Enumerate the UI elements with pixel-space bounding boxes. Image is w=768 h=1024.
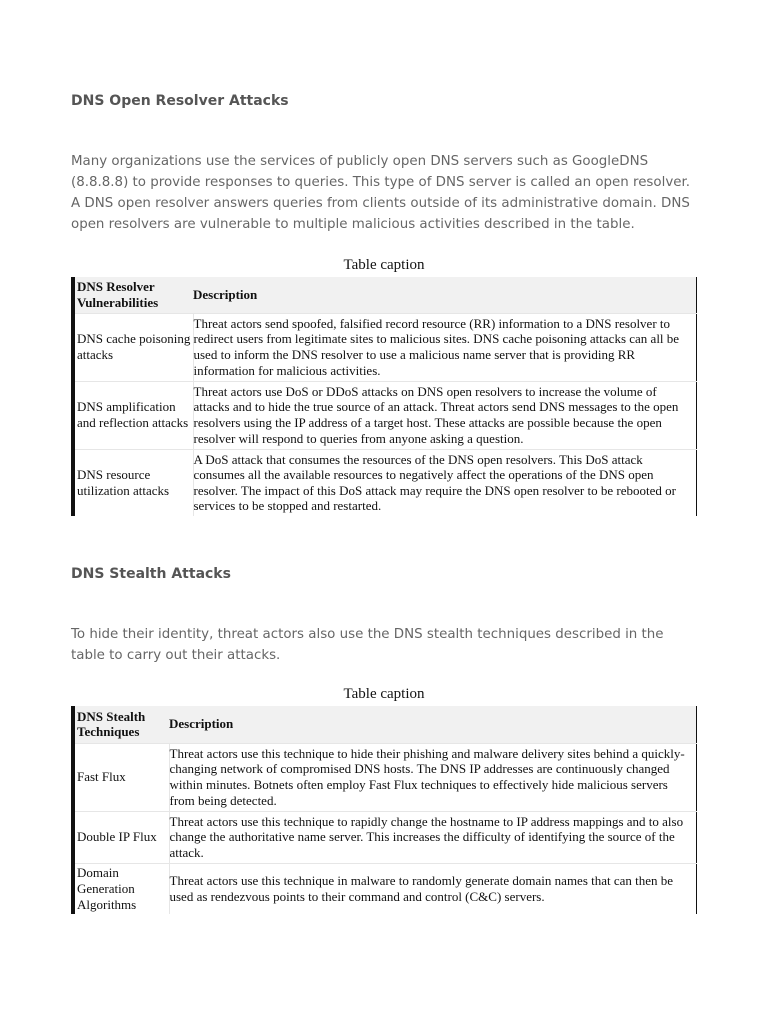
resolver-vulnerabilities-table — [71, 277, 697, 516]
table-row — [73, 811, 697, 863]
technique-description: Threat actors use this technique to hide their phishing and malware delivery sites behind a quickly-changing network of compromised DNS hosts. The DNS IP addresses are continuously changed within minutes. Botnets often employ Fast Flux techniques to effectively hide malicious servers from being detected. — [169, 743, 697, 811]
vulnerability-description: Threat actors send spoofed, falsified record resource (RR) information to a DNS resolver to redirect users from legitimate sites to malicious sites. DNS cache poisoning attacks can all be used to inform the DNS resolver to use a malicious name server that is providing RR information for malicious activities. — [193, 313, 697, 381]
table-caption: Table caption — [343, 686, 425, 702]
technique-name: Domain Generation Algorithms — [73, 863, 169, 914]
vulnerability-name: DNS cache poisoning attacks — [73, 313, 193, 381]
vulnerability-name: DNS amplification and reflection attacks — [73, 381, 193, 449]
table-caption: Table caption — [343, 257, 425, 273]
table-row — [73, 381, 697, 449]
table-row — [73, 449, 697, 516]
table-row — [73, 863, 697, 914]
column-header: Description — [193, 277, 697, 313]
table-header-row — [73, 277, 697, 313]
section-paragraph-stealth: To hide their identity, threat actors also use the DNS stealth techniques described in the table to carry out their attacks. — [71, 627, 664, 663]
technique-description: Threat actors use this technique in malware to randomly generate domain names that can then be used as rendezvous points to their command and control (C&C) servers. — [169, 863, 697, 914]
table-row — [73, 313, 697, 381]
vulnerability-description: A DoS attack that consumes the resources of the DNS open resolvers. This DoS attack consumes all the available resources to negatively affect the operations of the DNS open resolver. The impact of this DoS attack may require the DNS open resolver to be rebooted or services to be stopped and restarted. — [193, 449, 697, 516]
table-row — [73, 743, 697, 811]
column-header: Description — [169, 706, 697, 743]
section-heading-open-resolver: DNS Open Resolver Attacks — [71, 93, 289, 109]
vulnerability-name: DNS resource utilization attacks — [73, 449, 193, 516]
column-header: DNS Resolver Vulnerabilities — [73, 277, 193, 313]
table-header-row — [73, 706, 697, 743]
section-paragraph-open-resolver: Many organizations use the services of publicly open DNS servers such as GoogleDNS (8.8.8.8) to provide responses to queries. This type of DNS server is called an open resolver. A DNS open resolver answers queries from clients outside of its administrative domain. DNS open resolvers are vulnerable to multiple malicious activities described in the table. — [71, 154, 691, 232]
technique-description: Threat actors use this technique to rapidly change the hostname to IP address mappings and to also change the authoritative name server. This increases the difficulty of identifying the source of the attack. — [169, 811, 697, 863]
column-header: DNS Stealth Techniques — [73, 706, 169, 743]
stealth-techniques-table — [71, 706, 697, 914]
technique-name: Fast Flux — [73, 743, 169, 811]
technique-name: Double IP Flux — [73, 811, 169, 863]
vulnerability-description: Threat actors use DoS or DDoS attacks on DNS open resolvers to increase the volume of attacks and to hide the true source of an attack. Threat actors send DNS messages to the open resolvers using the IP address of a target host. These attacks are possible because the open resolver will respond to queries from anyone asking a question. — [193, 381, 697, 449]
section-heading-stealth: DNS Stealth Attacks — [71, 566, 231, 582]
